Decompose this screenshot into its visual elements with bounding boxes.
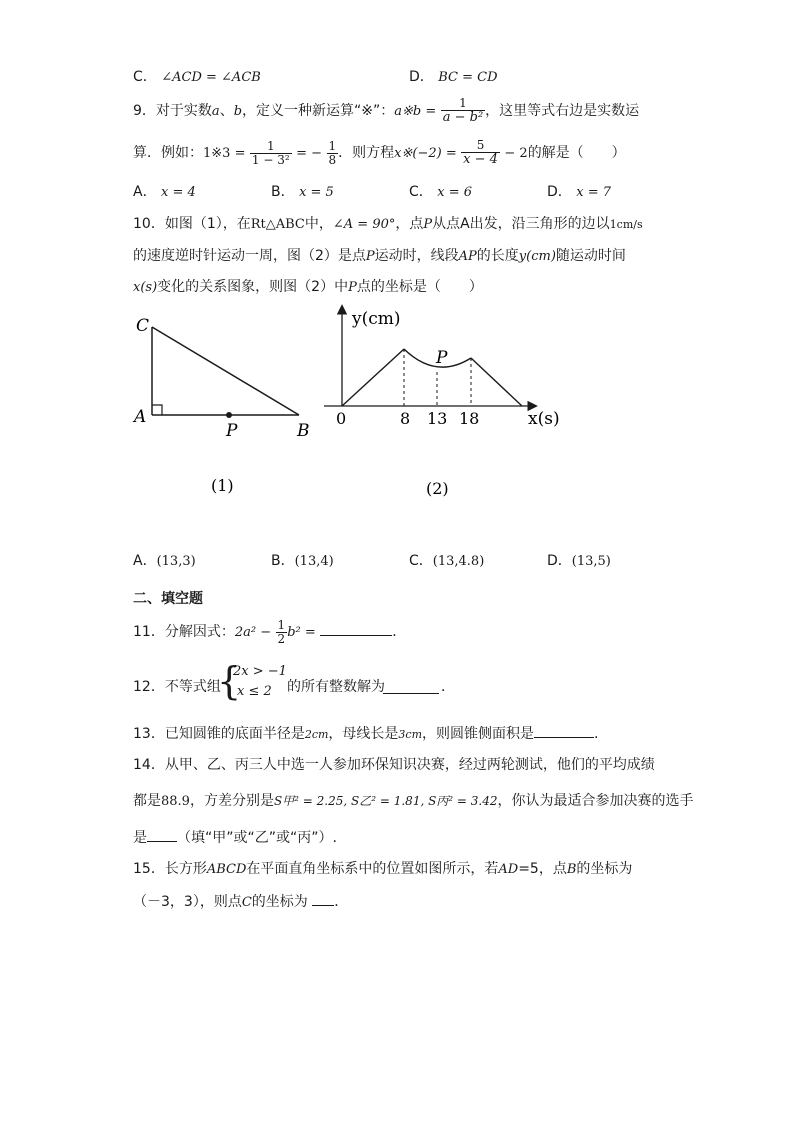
def-lhs: a※b = [394,104,437,119]
option-expr: (13,3) [156,554,196,569]
q8-option-c [133,66,261,86]
text: 的长度 [476,248,519,264]
rt-triangle: Rt△ABC [250,217,305,232]
option-expr: BC = CD [438,70,498,85]
system-brace: { [217,659,242,703]
text: 都是 [133,793,161,809]
answer-blank[interactable] [312,890,334,906]
q12-after: 的所有整数解为 [287,679,385,695]
var-a: a [211,104,220,119]
expr-b: b² = [287,625,316,640]
numerator: 1 [277,617,286,632]
radius: 2cm [304,728,329,741]
var-b: b [233,104,243,119]
inequality-1: 2x > −1 [233,664,287,679]
q10-option-d [547,550,611,570]
point-p: P [348,280,357,295]
right-angle-mark [152,405,162,415]
example-fraction-2 [327,140,339,166]
point-c: C [241,895,252,910]
text: ，方差分别是 [189,793,274,809]
answer-blank[interactable] [320,635,392,636]
q14-line1: 14．从甲、乙、丙三人中选一人参加环保知识决赛，经过两轮测试，他们的平均成绩 [133,757,655,773]
text: 点的坐标是（ ） [356,279,483,295]
q9-option-c [409,181,472,201]
q10-option-a [133,550,196,570]
point-b: B [566,862,577,877]
label-p: P [226,421,238,441]
denominator: 2 [277,631,286,646]
example-intro: 算．例如： [133,145,203,161]
text: ，你认为最适合参加决赛的选手 [497,793,694,809]
inequality-2: x ≤ 2 [237,684,272,699]
end-punct: ． [334,894,349,910]
tick-8: 8 [400,409,411,428]
option-expr: x = 4 [161,185,196,200]
angle-a: ∠A = 90° [332,217,396,232]
denominator: a − b² [442,109,484,125]
variances: S甲² = 2.25, S乙² = 1.81, S丙² = 3.42 [273,794,498,808]
q10-option-c [409,550,484,570]
figure-1-triangle [125,305,320,505]
q9-intro3: ，这里等式右边是实数运 [485,103,640,119]
text: 中， [304,216,333,232]
graph-segment-3 [471,358,522,406]
q9-option-a [133,181,196,201]
text: ，母线长是 [328,726,399,742]
option-label: B． [271,184,295,200]
option-expr: x = 6 [437,185,472,200]
q9-line2 [133,138,626,169]
text: 15．长方形 [133,861,207,877]
option-label: B． [271,553,295,569]
numerator: 5 [461,139,500,153]
rect-abcd: ABCD [206,862,247,877]
def-fraction [441,97,485,124]
denominator: x − 4 [463,151,498,167]
text: 13．已知圆锥的底面半径是 [133,726,305,742]
text: 在平面直角坐标系中的位置如图所示，若 [246,861,499,877]
end-punct: ． [392,624,407,640]
point-p-dot [226,412,232,418]
text: 运动时，线段 [374,248,459,264]
q12-text: 12．不等式组 [133,679,221,695]
text: 10．如图（1），在 [133,216,251,232]
y-axis-label: y(cm) [352,309,401,329]
example-mid: = − [296,146,323,161]
text: 的坐标为 [251,894,308,910]
denominator: 8 [328,152,337,167]
text: 的坐标为 [576,861,633,877]
q10-line2 [133,245,626,265]
label-a: A [134,407,147,427]
caption-2: (2) [426,479,449,498]
point-p: P [365,249,375,264]
equation-rhs: − 2 [504,146,528,161]
option-label: C． [409,184,433,200]
q15-line1 [133,858,632,878]
option-expr: (13,4) [294,554,334,569]
q9-intro2: ，定义一种新运算“※”： [242,103,395,119]
label-p: P [436,348,448,368]
numerator: 1 [441,97,485,111]
q10-line3 [133,276,483,296]
q11-fraction [276,619,288,645]
option-label: C． [409,553,433,569]
text: ，点 [395,216,424,232]
side-ad: AD [498,862,519,877]
answer-blank[interactable] [147,826,177,842]
section-title: 二、填空题 [133,591,203,607]
mean-score: 88.9 [161,794,190,809]
equation-lhs: x※(−2) = [394,146,457,161]
segment-ap: AP [458,249,477,264]
text: =5，点 [518,861,567,877]
option-expr: ∠ACD = ∠ACB [161,70,261,85]
example-lhs: 1※3 = [203,146,246,161]
q14-line2 [133,790,694,810]
equation-fraction [461,139,500,166]
end-punct: ． [441,679,455,695]
q9-option-b [271,181,334,201]
x-var: x(s) [133,280,158,295]
q9-option-d [547,181,611,201]
numerator: 1 [328,138,337,153]
text: 随运动时间 [555,248,626,264]
point-p: P [423,217,433,232]
option-expr: (13,4.8) [432,554,485,569]
answer-blank[interactable] [534,722,594,738]
caption-1: (1) [211,476,234,495]
q10-option-b [271,550,334,570]
expr-a: 2a² − [234,625,272,640]
answer-blank[interactable] [383,676,439,694]
text: ，则圆锥侧面积是 [422,726,535,742]
example-fraction [250,140,292,166]
text: （填“甲”或“乙”或“丙”）. [177,830,337,846]
side-cb [152,327,299,415]
q11-text: 11．分解因式： [133,624,235,640]
q15-line2 [133,890,348,911]
q8-option-d [409,66,498,86]
q10-line1 [133,213,643,233]
text: （－3，3），则点 [133,894,242,910]
text: 的速度逆时针运动一周，图（2）是点 [133,248,366,264]
graph-segment-1 [342,349,404,406]
option-expr: (13,5) [571,554,611,569]
label-b: B [297,421,310,441]
q14-line3 [133,826,337,847]
option-expr: x = 5 [299,185,334,200]
end-punct: . [594,726,599,742]
equation-tail: 的解是（ ） [527,145,626,161]
tick-18: 18 [459,409,480,428]
slant-length: 3cm [398,728,423,741]
origin-label: 0 [336,409,347,428]
label-c: C [136,316,150,336]
option-label: A． [133,553,157,569]
option-expr: x = 7 [576,185,611,200]
sep: 、 [219,103,234,119]
speed: 1cm/s [609,218,643,231]
q13 [133,722,598,743]
option-label: D． [547,184,572,200]
q9-intro: 9．对于实数 [133,103,212,119]
x-axis-label: x(s) [528,409,560,429]
option-label: D． [547,553,572,569]
example-intro2: ．则方程 [338,145,395,161]
text: 变化的关系图象，则图（2）中 [157,279,349,295]
y-var: y(cm) [518,249,556,264]
figure-2-graph [316,300,572,505]
q9-line1 [133,96,639,127]
text: 从点A出发，沿三角形的边以 [432,216,610,232]
numerator: 1 [250,140,292,154]
denominator: 1 − 3² [251,152,290,167]
text: 是 [133,830,147,846]
option-label: C． [133,69,157,85]
option-label: D． [409,69,434,85]
q11 [133,618,406,647]
option-label: A． [133,184,157,200]
tick-13: 13 [427,409,448,428]
